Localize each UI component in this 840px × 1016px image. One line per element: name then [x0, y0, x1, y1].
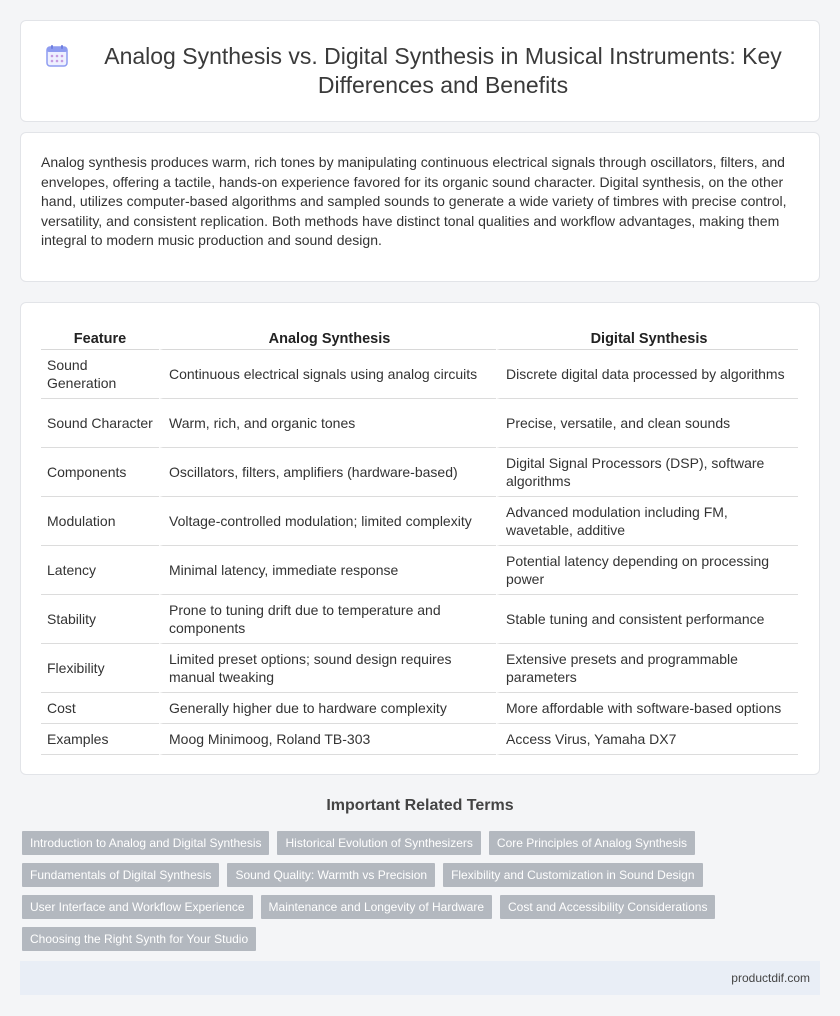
feature-cell: Cost [41, 693, 159, 724]
intro-card [20, 132, 820, 282]
related-term-tag[interactable]: Cost and Accessibility Considerations [500, 895, 715, 919]
table-row [41, 724, 798, 755]
analog-cell: Minimal latency, immediate response [159, 546, 496, 595]
digital-cell: Discrete digital data processed by algorithms [496, 350, 798, 399]
feature-cell: Sound Character [41, 399, 159, 448]
digital-cell: Potential latency depending on processing power [496, 546, 798, 595]
table-row [41, 644, 798, 693]
analog-cell: Continuous electrical signals using analog circuits [159, 350, 496, 399]
analog-cell: Prone to tuning drift due to temperature and components [159, 595, 496, 644]
digital-cell: Precise, versatile, and clean sounds [496, 399, 798, 448]
related-term-tag[interactable]: Fundamentals of Digital Synthesis [22, 863, 219, 887]
table-row [41, 693, 798, 724]
analog-cell: Warm, rich, and organic tones [159, 399, 496, 448]
table-row [41, 448, 798, 497]
related-term-tag[interactable]: Flexibility and Customization in Sound Design [443, 863, 702, 887]
related-term-tag[interactable]: Historical Evolution of Synthesizers [277, 831, 480, 855]
column-header-feature: Feature [41, 323, 159, 350]
related-terms-heading: Important Related Terms [326, 797, 514, 814]
digital-cell: Access Virus, Yamaha DX7 [496, 724, 798, 755]
digital-cell: Advanced modulation including FM, wavetable, additive [496, 497, 798, 546]
feature-cell: Flexibility [41, 644, 159, 693]
page-title: Analog Synthesis vs. Digital Synthesis in Musical Instruments: Key Differences and Benefits [104, 43, 782, 98]
table-row [41, 350, 798, 399]
related-terms-list [22, 831, 818, 959]
header-inner [45, 42, 795, 100]
column-header-digital: Digital Synthesis [496, 323, 798, 350]
digital-cell: Extensive presets and programmable parameters [496, 644, 798, 693]
related-term-tag[interactable]: Core Principles of Analog Synthesis [489, 831, 695, 855]
feature-cell: Latency [41, 546, 159, 595]
calendar-icon [45, 44, 69, 68]
related-term-tag[interactable]: Sound Quality: Warmth vs Precision [227, 863, 435, 887]
related-term-tag[interactable]: Introduction to Analog and Digital Synthesis [22, 831, 269, 855]
feature-cell: Examples [41, 724, 159, 755]
feature-cell: Modulation [41, 497, 159, 546]
analog-cell: Limited preset options; sound design requires manual tweaking [159, 644, 496, 693]
analog-cell: Voltage-controlled modulation; limited complexity [159, 497, 496, 546]
analog-cell: Generally higher due to hardware complexity [159, 693, 496, 724]
table-row [41, 497, 798, 546]
footer [20, 961, 820, 995]
feature-cell: Stability [41, 595, 159, 644]
comparison-table [41, 323, 798, 755]
digital-cell: More affordable with software-based options [496, 693, 798, 724]
table-header-row [41, 323, 798, 350]
analog-cell: Moog Minimoog, Roland TB-303 [159, 724, 496, 755]
header-card [20, 20, 820, 122]
footer-site-link[interactable]: productdif.com [731, 971, 810, 985]
column-header-analog: Analog Synthesis [159, 323, 496, 350]
table-row [41, 399, 798, 448]
intro-paragraph: Analog synthesis produces warm, rich tones by manipulating continuous electrical signals through oscillators, filters, and envelopes, offering a tactile, hands-on experience favored for its organic sound character. Digital synthesis, on the other hand, utilizes computer-based algorithms and sampled sounds to generate a wide variety of timbres with precise control, versatility, and consistent replication. Both methods have distinct tonal qualities and workflow advantages, making them integral to modern music production and sound design. [41, 154, 787, 248]
related-term-tag[interactable]: Choosing the Right Synth for Your Studio [22, 927, 256, 951]
analog-cell: Oscillators, filters, amplifiers (hardware-based) [159, 448, 496, 497]
feature-cell: Components [41, 448, 159, 497]
digital-cell: Stable tuning and consistent performance [496, 595, 798, 644]
digital-cell: Digital Signal Processors (DSP), software algorithms [496, 448, 798, 497]
related-term-tag[interactable]: Maintenance and Longevity of Hardware [261, 895, 492, 919]
related-term-tag[interactable]: User Interface and Workflow Experience [22, 895, 253, 919]
table-row [41, 546, 798, 595]
comparison-table-card [20, 302, 820, 775]
table-row [41, 595, 798, 644]
feature-cell: Sound Generation [41, 350, 159, 399]
